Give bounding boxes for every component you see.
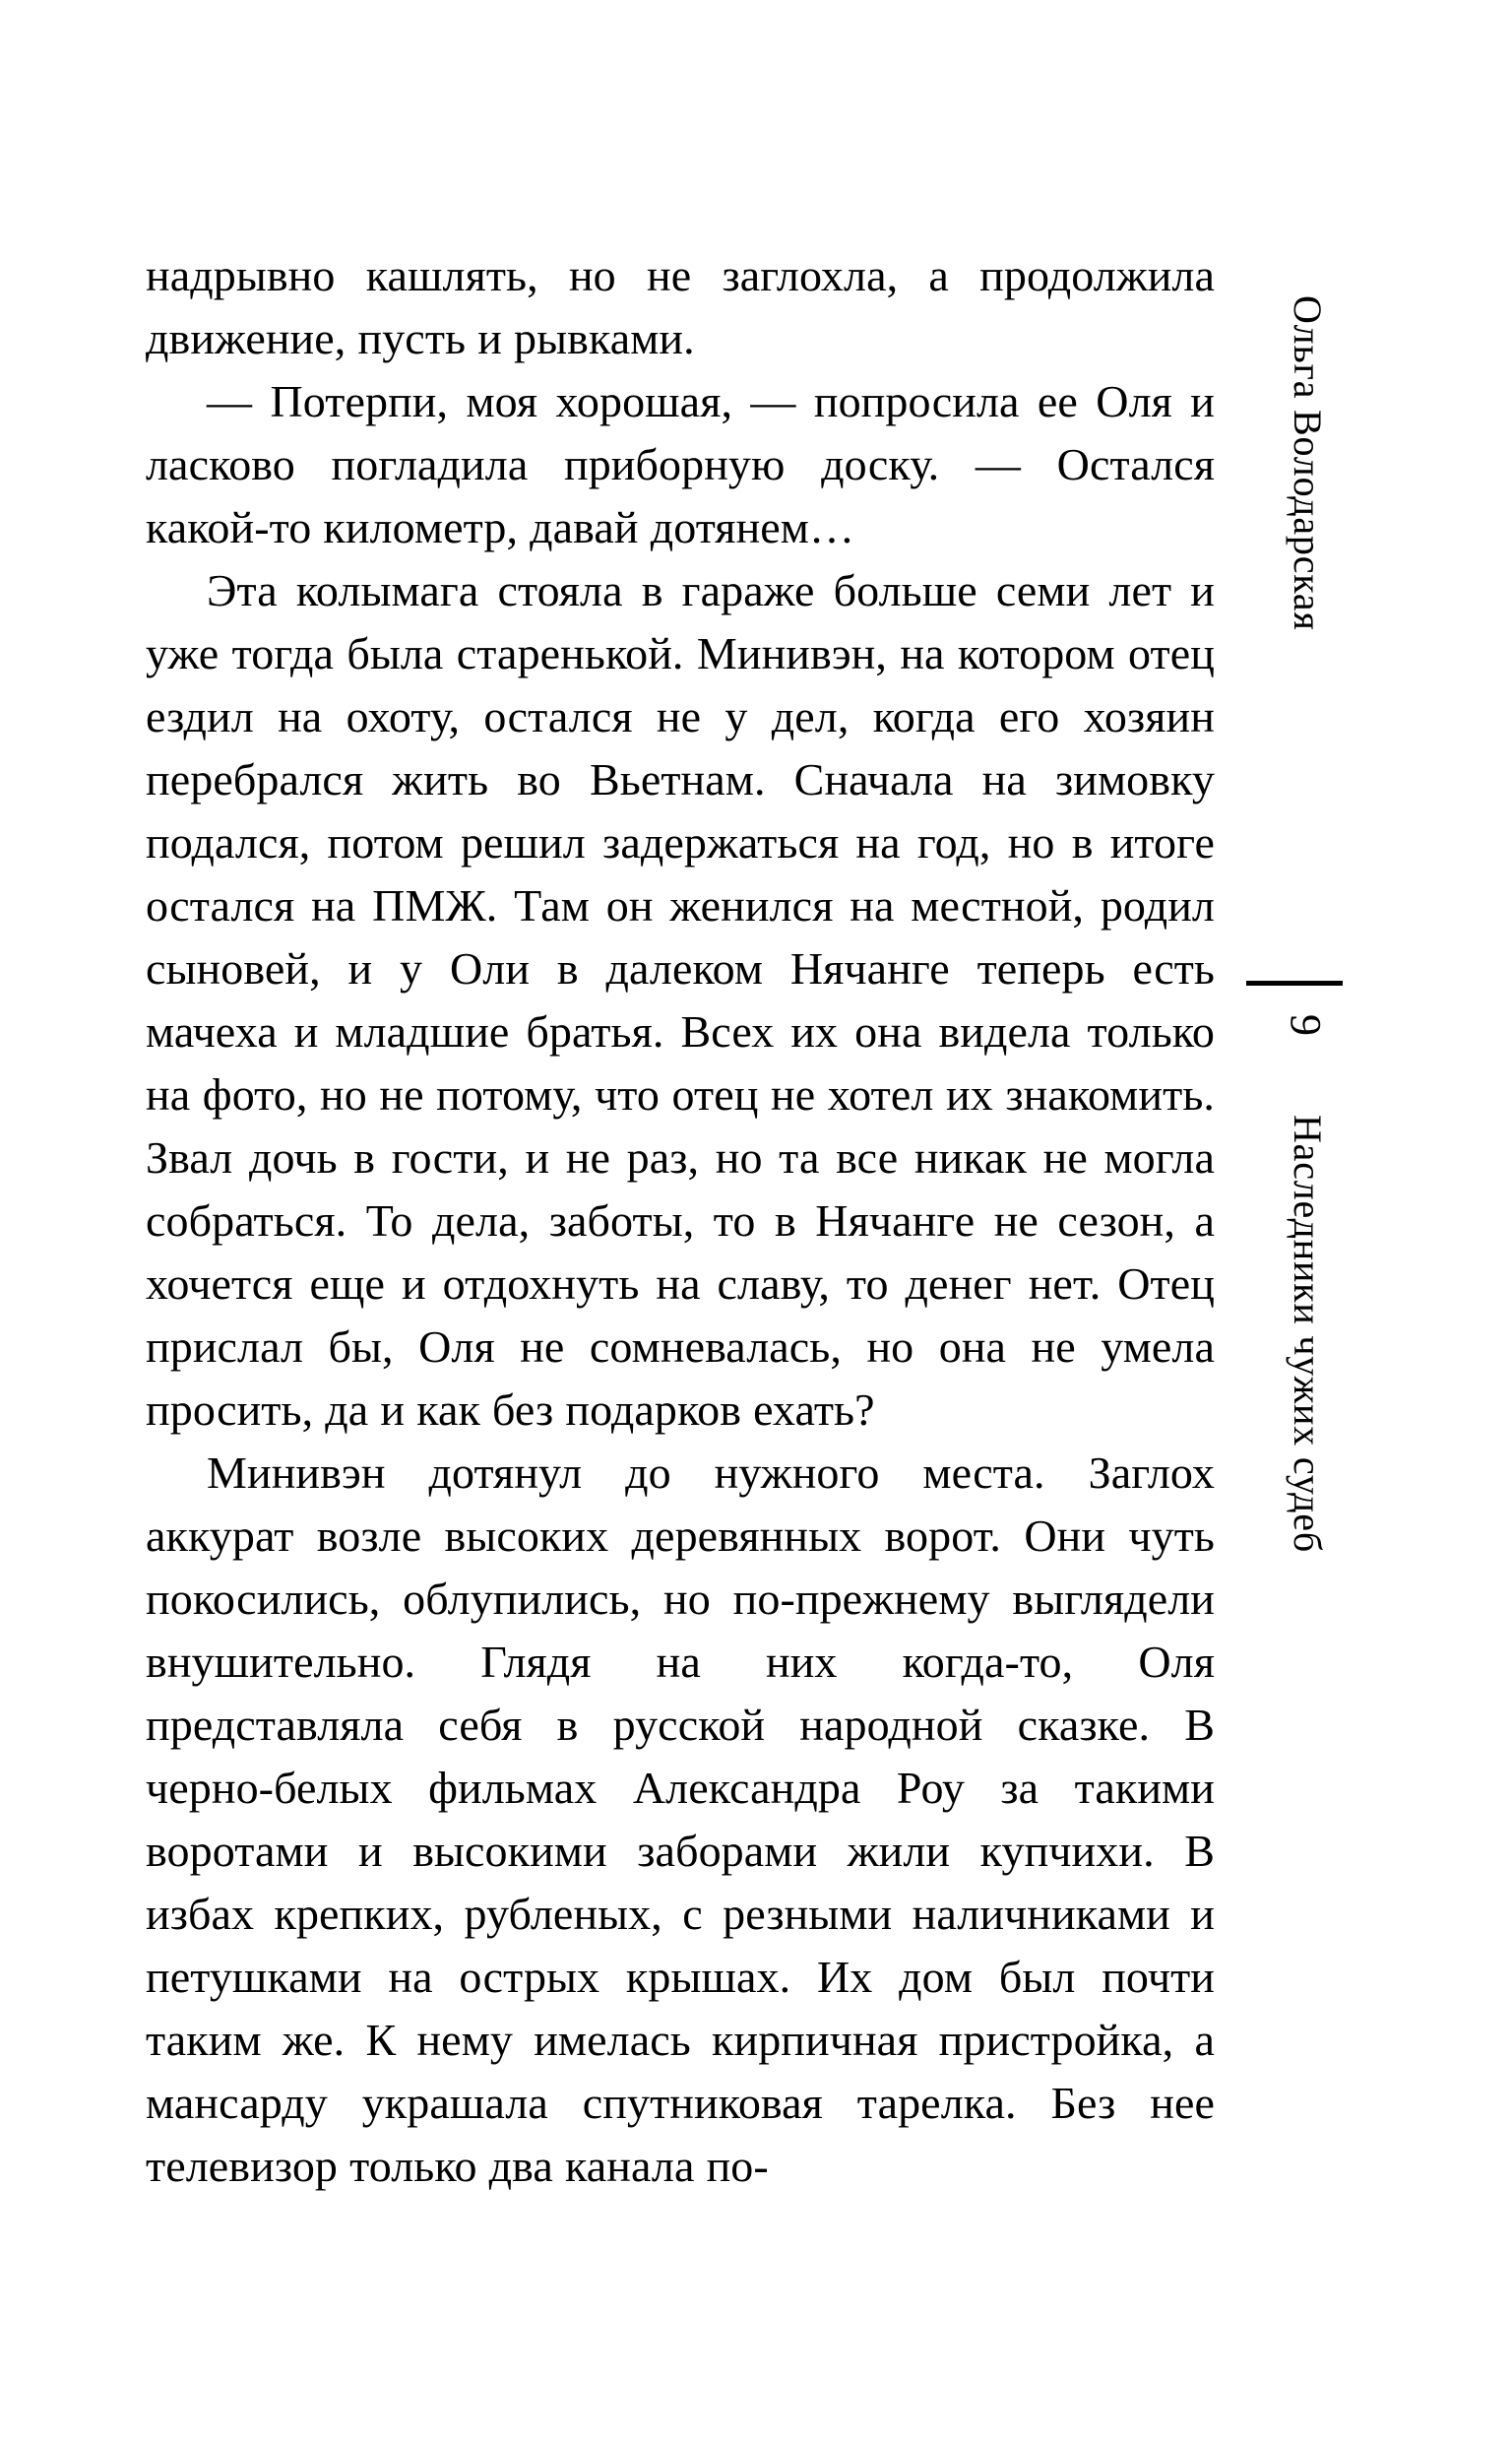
page-number: 9 xyxy=(1282,1014,1330,1036)
running-head-author: Ольга Володарская xyxy=(1286,295,1330,631)
paragraph-arrival: Минивэн дотянул до нужного места. Заглох аккурат возле высоких деревянных ворот. Они чуть покосились, облупились, но по-прежнему выглядели внушительно. Глядя на них когда-то, Оля представляла себя в русской народной сказке. В черно-белых фильмах Александра Роу за такими воротами и высокими заборами жили купчихи. В избах крепких, рубленых, с резными наличниками и петушками на острых крышах. Их дом был почти таким же. К нему имелась кирпичная пристройка, а мансарду украшала спутниковая тарелка. Без нее телевизор только два канала по- xyxy=(146,1447,1215,2191)
folio-divider-rule xyxy=(1246,981,1343,986)
running-head-title: Наследники чужих судеб xyxy=(1286,1115,1330,1553)
body-text-column xyxy=(146,244,1215,2198)
paragraph-backstory: Эта колымага стояла в гараже больше семи лет и уже тогда была старенькой. Минивэн, на котором отец ездил на охоту, остался не у дел, когда его хозяин перебрался жить во Вьетнам. Сначала на зимовку подался, потом решил задержаться на год, но в итоге остался на ПМЖ. Там он женился на местной, родил сыновей, и у Оли в далеком Нячанге теперь есть мачеха и младшие братья. Всех их она видела только на фото, но не потому, что отец не хотел их знакомить. Звал дочь в гости, и не раз, но та все никак не могла собраться. То дела, заботы, то в Нячанге не сезон, а хочется еще и отдохнуть на славу, то денег нет. Отец прислал бы, Оля не сомневалась, но она не умела просить, да и как без подарков ехать? xyxy=(146,565,1215,1435)
margin-furniture xyxy=(1225,0,1402,2443)
paragraph-continuation: надрывно кашлять, но не заглохла, а продолжила движение, пусть и рывками. xyxy=(146,250,1215,363)
paragraph-dialogue: — Потерпи, моя хорошая, — попросила ее Оля и ласково погладила приборную доску. — Остался какой-то километр, давай дотянем… xyxy=(146,376,1215,552)
